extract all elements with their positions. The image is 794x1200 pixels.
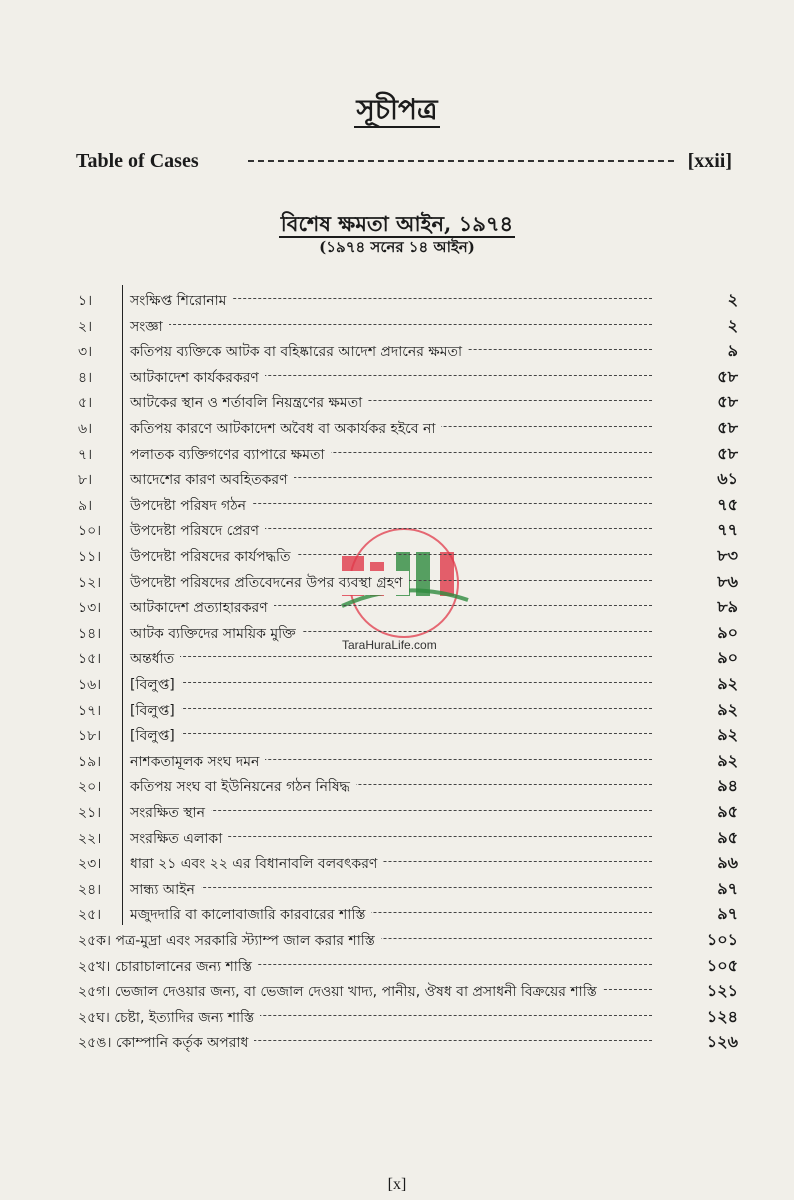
section-number: ১৫। xyxy=(78,651,102,668)
divider xyxy=(122,797,123,823)
section-title: কতিপয় ব্যক্তিকে আটক বা বহিষ্কারের আদেশ প্রদানের ক্ষমতা xyxy=(130,340,468,364)
section-page: ৯ xyxy=(727,341,738,361)
section-page: ১২৬ xyxy=(706,1032,738,1052)
section-number: ২। xyxy=(78,318,93,335)
divider xyxy=(122,643,123,669)
section-page: ২ xyxy=(727,290,738,309)
section-number: ১৯। xyxy=(78,753,102,770)
section-title: ধারা ২১ এবং ২২ এর বিধানাবলি বলবৎকরণ xyxy=(130,852,383,876)
divider xyxy=(122,848,123,874)
section-page: ৮৩ xyxy=(717,546,738,565)
divider xyxy=(122,362,123,388)
section-number: ২১। xyxy=(78,805,102,821)
section-number: ১৬। xyxy=(78,677,102,693)
section-entry xyxy=(78,951,738,977)
divider xyxy=(122,311,123,337)
section-number: ১৮। xyxy=(78,728,102,745)
section-entry xyxy=(78,336,738,362)
section-title: সংরক্ষিত এলাকা xyxy=(130,827,228,851)
section-page: ৯৭ xyxy=(717,878,738,898)
table-of-cases-entry xyxy=(76,150,736,178)
act-title: বিশেষ ক্ষমতা আইন, ১৯৭৪ xyxy=(280,211,514,236)
section-page: ৯২ xyxy=(717,725,738,745)
section-title: কতিপয় সংঘ বা ইউনিয়নের গঠন নিষিদ্ধ xyxy=(130,775,356,799)
section-number: ৭। xyxy=(78,446,93,463)
section-title: পলাতক ব্যক্তিগণের ব্যাপারে ক্ষমতা xyxy=(130,443,331,467)
section-entry xyxy=(78,464,738,490)
section-page: ৮৯ xyxy=(717,597,738,617)
section-number: ১৭। xyxy=(78,702,102,719)
divider xyxy=(122,567,123,593)
section-title: নাশকতামূলক সংঘ দমন xyxy=(130,750,265,774)
section-page: ১২১ xyxy=(706,981,738,1001)
section-page: ৫৮ xyxy=(717,443,738,463)
divider xyxy=(122,720,123,746)
section-entry xyxy=(78,490,738,516)
section-entry xyxy=(78,439,738,465)
section-entry xyxy=(78,567,738,593)
divider xyxy=(122,899,123,925)
section-number: ১১। xyxy=(78,549,102,565)
section-entry xyxy=(78,976,738,1002)
section-number: ১৪। xyxy=(78,625,102,642)
leader-line xyxy=(138,324,652,325)
section-number: ১০। xyxy=(78,523,102,540)
section-title: ২৫ক। পত্র-মুদ্রা এবং সরকারি স্ট্যাম্প জাল করার শাস্তি xyxy=(78,929,381,953)
section-number: ৩। xyxy=(78,344,93,361)
section-number: ১৩। xyxy=(78,600,102,617)
section-page: ৫৮ xyxy=(717,392,738,412)
divider xyxy=(122,336,123,362)
leader-line xyxy=(138,887,652,888)
section-entry xyxy=(78,874,738,900)
leader-line xyxy=(138,733,652,734)
section-title: সংজ্ঞা xyxy=(130,315,169,339)
section-title: আটকাদেশ প্রত্যাহারকরণ xyxy=(130,596,274,620)
section-title: ২৫গ। ভেজাল দেওয়ার জন্য, বা ভেজাল দেওয়া খাদ্য, পানীয়, ঔষধ বা প্রসাধনী বিক্রয়ের শাস্তি xyxy=(78,980,603,1004)
section-entry xyxy=(78,669,738,695)
section-page: ৯২ xyxy=(717,750,738,770)
section-title: উপদেষ্টা পরিষদের প্রতিবেদনের উপর ব্যবস্থা গ্রহণ xyxy=(130,571,409,595)
section-page: ৫৮ xyxy=(717,366,738,386)
divider xyxy=(122,490,123,516)
section-entry xyxy=(78,362,738,388)
section-page: ৭৫ xyxy=(717,494,738,514)
divider xyxy=(122,771,123,797)
section-title: মজুদদারি বা কালোবাজারি কারবারের শাস্তি xyxy=(130,903,371,927)
section-page: ৯০ xyxy=(717,622,738,642)
section-title: কতিপয় কারণে আটকাদেশ অবৈধ বা অকার্যকর হইবে না xyxy=(130,417,441,441)
section-page: ৫৮ xyxy=(717,418,738,437)
section-entry xyxy=(78,925,738,951)
leader-line xyxy=(248,160,674,162)
section-entry xyxy=(78,797,738,823)
section-page: ৯৭ xyxy=(717,904,738,924)
section-title: সান্ধ্য আইন xyxy=(130,878,201,902)
section-number: ৬। xyxy=(78,421,93,437)
divider xyxy=(122,464,123,490)
section-page: ৯২ xyxy=(717,699,738,719)
section-number: ২৩। xyxy=(78,856,102,873)
section-page: ৯৬ xyxy=(717,853,738,873)
section-number: ৯। xyxy=(78,497,93,514)
page-number: [x] xyxy=(387,1176,407,1193)
section-entry xyxy=(78,1002,738,1028)
section-title: [বিলুপ্ত] xyxy=(130,673,181,697)
section-entry xyxy=(78,823,738,849)
watermark-text: TaraHuraLife.com xyxy=(342,638,437,652)
divider xyxy=(122,285,123,311)
section-page: ১০১ xyxy=(706,930,738,949)
section-number: ৪। xyxy=(78,369,93,386)
section-page: ৯০ xyxy=(717,648,738,668)
section-title: সংক্ষিপ্ত শিরোনাম xyxy=(130,289,232,313)
section-title: [বিলুপ্ত] xyxy=(130,724,181,748)
divider xyxy=(122,746,123,772)
section-page: ৯৫ xyxy=(717,802,738,821)
divider xyxy=(122,439,123,465)
leader-line xyxy=(138,810,652,811)
section-page: ৬১ xyxy=(717,469,738,489)
section-entry xyxy=(78,746,738,772)
divider xyxy=(122,669,123,695)
section-number: ১। xyxy=(78,293,93,309)
cases-label: Table of Cases xyxy=(76,150,199,172)
section-entry xyxy=(78,311,738,337)
section-entry xyxy=(78,695,738,721)
divider xyxy=(122,823,123,849)
section-number: ৮। xyxy=(78,472,93,489)
section-title: ২৫ঘ। চেষ্টা, ইত্যাদির জন্য শাস্তি xyxy=(78,1006,260,1030)
section-title: উপদেষ্টা পরিষদে প্রেরণ xyxy=(130,519,265,543)
section-page: ৯৪ xyxy=(717,776,738,796)
section-page: ৯৫ xyxy=(717,827,738,847)
section-page: ৯২ xyxy=(717,674,738,693)
divider xyxy=(122,413,123,439)
section-page: ১০৫ xyxy=(706,955,738,975)
act-subtitle: (১৯৭৪ সনের ১৪ আইন) xyxy=(319,238,475,256)
section-title: উপদেষ্টা পরিষদ গঠন xyxy=(130,494,252,518)
section-title: আটকের স্থান ও শর্তাবলি নিয়ন্ত্রণের ক্ষমতা xyxy=(130,391,368,415)
section-entry xyxy=(78,720,738,746)
leader-line xyxy=(138,682,652,683)
section-title: আদেশের কারণ অবহিতকরণ xyxy=(130,468,294,492)
section-title: আটকাদেশ কার্যকরকরণ xyxy=(130,366,265,390)
divider xyxy=(122,618,123,644)
section-title: উপদেষ্টা পরিষদের কার্যপদ্ধতি xyxy=(130,545,297,569)
section-entry xyxy=(78,771,738,797)
section-number: ২৫। xyxy=(78,907,102,924)
divider xyxy=(122,387,123,413)
section-title: অন্তর্ধাত xyxy=(130,647,180,671)
section-entry xyxy=(78,899,738,925)
section-title: সংরক্ষিত স্থান xyxy=(130,801,211,825)
section-title: [বিলুপ্ত] xyxy=(130,699,181,723)
section-number: ৫। xyxy=(78,395,93,412)
section-number: ২০। xyxy=(78,779,102,796)
divider xyxy=(122,695,123,721)
section-page: ২ xyxy=(727,315,738,335)
divider xyxy=(122,874,123,900)
leader-line xyxy=(138,656,652,657)
section-entry xyxy=(78,285,738,311)
section-page: ৭৭ xyxy=(717,520,738,540)
page-title: সূচীপত্র xyxy=(356,93,438,126)
section-number: ১২। xyxy=(78,574,102,591)
leader-line xyxy=(138,708,652,709)
section-number: ২২। xyxy=(78,830,102,847)
section-page: ১২৪ xyxy=(706,1006,738,1026)
section-entry xyxy=(78,387,738,413)
divider xyxy=(122,541,123,567)
section-page: ৮৬ xyxy=(717,571,738,591)
section-number: ২৪। xyxy=(78,881,102,898)
section-entry xyxy=(78,848,738,874)
section-title: ২৫খ। চোরাচালানের জন্য শাস্তি xyxy=(78,955,258,979)
divider xyxy=(122,515,123,541)
divider xyxy=(122,592,123,618)
section-entry xyxy=(78,1027,738,1053)
section-title: ২৫ঙ। কোম্পানি কর্তৃক অপরাধ xyxy=(78,1031,254,1055)
section-entry xyxy=(78,413,738,439)
section-title: আটক ব্যক্তিদের সাময়িক মুক্তি xyxy=(130,622,302,646)
cases-page: [xxii] xyxy=(687,150,732,172)
